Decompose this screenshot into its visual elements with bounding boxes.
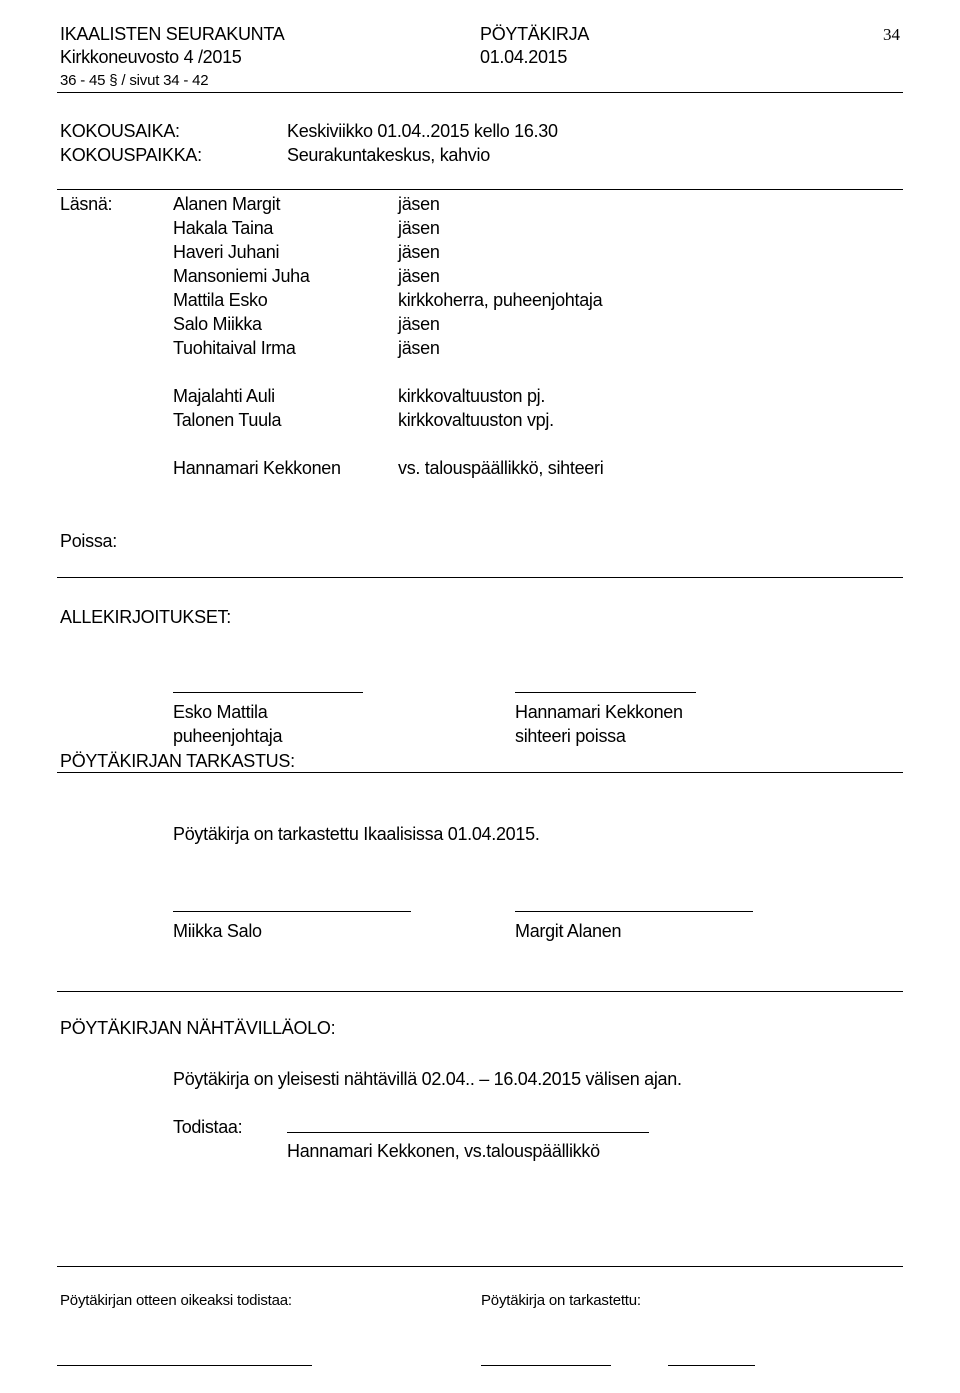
absent-label: Poissa: xyxy=(60,531,117,551)
meeting-place-label: KOKOUSPAIKKA: xyxy=(60,145,202,165)
member-name: Alanen Margit xyxy=(173,194,281,214)
reviewer-name: Miikka Salo xyxy=(173,921,262,941)
signature-line xyxy=(481,1365,611,1366)
review-divider xyxy=(57,991,903,992)
attendee-role: kirkkovaltuuston vpj. xyxy=(398,410,554,430)
signature-line xyxy=(515,692,696,693)
excerpt-certified-label: Pöytäkirjan otteen oikeaksi todistaa: xyxy=(60,1292,292,1309)
display-text: Pöytäkirja on yleisesti nähtävillä 02.04.. – 16.04.2015 välisen ajan. xyxy=(173,1069,682,1089)
member-name: Mattila Esko xyxy=(173,290,268,310)
section-numbers: 36 - 45 xyxy=(60,72,106,89)
member-name: Hakala Taina xyxy=(173,218,274,238)
member-name: Salo Miikka xyxy=(173,314,262,334)
secretary-signature-role: sihteeri poissa xyxy=(515,726,626,746)
signature-line xyxy=(668,1365,755,1366)
meeting-date: 01.04.2015 xyxy=(480,47,568,67)
attendee-name: Talonen Tuula xyxy=(173,410,282,430)
signatures-label: ALLEKIRJOITUKSET: xyxy=(60,607,231,627)
signature-line xyxy=(287,1132,649,1133)
organization-name: IKAALISTEN SEURAKUNTA xyxy=(60,24,285,44)
member-role: jäsen xyxy=(398,194,440,214)
meeting-place-value: Seurakuntakeskus, kahvio xyxy=(287,145,490,165)
signatures-divider xyxy=(57,772,903,773)
section-sign: § xyxy=(109,72,118,89)
attendance-divider xyxy=(57,577,903,578)
member-name: Mansoniemi Juha xyxy=(173,266,310,286)
member-role: jäsen xyxy=(398,242,440,262)
meeting-time-value: Keskiviikko 01.04..2015 kello 16.30 xyxy=(287,121,558,141)
attendee-name: Majalahti Auli xyxy=(173,386,275,406)
chair-role: puheenjohtaja xyxy=(173,726,283,746)
document-type: PÖYTÄKIRJA xyxy=(480,24,590,44)
signature-line xyxy=(515,911,753,912)
witness-label: Todistaa: xyxy=(173,1117,243,1137)
member-name: Haveri Juhani xyxy=(173,242,280,262)
present-label: Läsnä: xyxy=(60,194,113,214)
secretary-name: Hannamari Kekkonen xyxy=(173,458,341,478)
member-role: jäsen xyxy=(398,338,440,358)
attendee-role: kirkkovaltuuston pj. xyxy=(398,386,546,406)
body-name: Kirkkoneuvosto 4 /2015 xyxy=(60,47,242,67)
page-range: / sivut 34 - 42 xyxy=(121,72,209,89)
section-range xyxy=(60,72,208,90)
secretary-signature-name: Hannamari Kekkonen xyxy=(515,702,683,722)
chair-name: Esko Mattila xyxy=(173,702,268,722)
signature-line xyxy=(57,1365,312,1366)
reviewed-label: Pöytäkirja on tarkastettu: xyxy=(481,1292,641,1309)
header-divider xyxy=(57,92,903,93)
meeting-time-label: KOKOUSAIKA: xyxy=(60,121,180,141)
member-role: kirkkoherra, puheenjohtaja xyxy=(398,290,603,310)
member-role: jäsen xyxy=(398,266,440,286)
secretary-role: vs. talouspäällikkö, sihteeri xyxy=(398,458,604,478)
review-label: PÖYTÄKIRJAN TARKASTUS: xyxy=(60,751,295,771)
member-name: Tuohitaival Irma xyxy=(173,338,296,358)
meeting-divider xyxy=(57,189,903,190)
witness-name: Hannamari Kekkonen, vs.talouspäällikkö xyxy=(287,1141,600,1161)
footer-divider xyxy=(57,1266,903,1267)
signature-line xyxy=(173,911,411,912)
review-text: Pöytäkirja on tarkastettu Ikaalisissa 01.04.2015. xyxy=(173,824,540,844)
page-number: 34 xyxy=(883,25,900,44)
display-label: PÖYTÄKIRJAN NÄHTÄVILLÄOLO: xyxy=(60,1018,336,1038)
signature-line xyxy=(173,692,363,693)
member-role: jäsen xyxy=(398,218,440,238)
member-role: jäsen xyxy=(398,314,440,334)
reviewer-name: Margit Alanen xyxy=(515,921,622,941)
